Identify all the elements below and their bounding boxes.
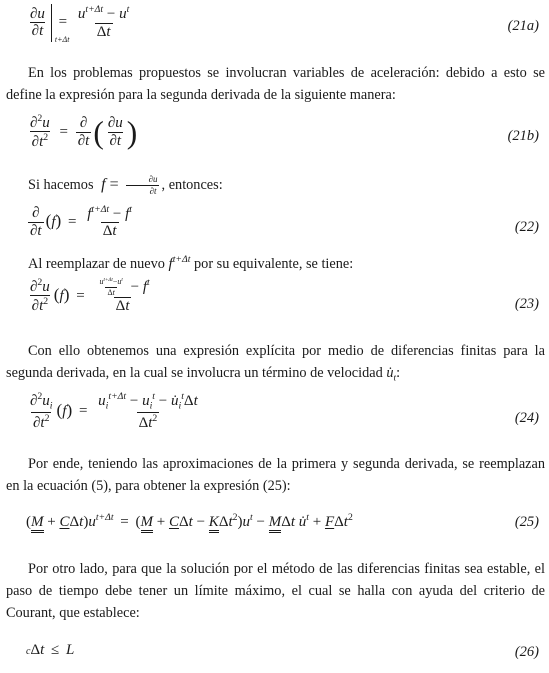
paragraph-text: Por otro lado, para que la solución por el método de las diferencias finitas sea estable, el paso de tiempo debe tener un límite máximo, el cual se halla con ayuda del criterio de Courant, que establece:	[6, 561, 545, 621]
equation-26: cΔt ≤ L (26)	[26, 642, 539, 660]
paragraph-text: Al reemplazar de nuevo	[28, 255, 165, 272]
paragraph-text: En los problemas propuestos se involucran variables de aceleración: debido a esto se define la expresión para la segunda derivada de la siguiente manera:	[6, 65, 545, 103]
du-dt-fraction: $\frac{\partial u}{\partial t}$	[30, 5, 45, 40]
paragraph-text: Con ello obtenemos una expresión explícita por medio de diferencias finitas para la segunda derivada, en la cual se involucra un término de velocidad	[6, 343, 545, 381]
paragraph-text: Si hacemos	[28, 177, 94, 193]
d-dt-fraction: $\frac{\partial}{\partial t}$	[77, 115, 90, 149]
second-derivative-fraction: $\frac{\partial^2u}{\partial t^2}$	[30, 277, 50, 315]
d-dt-fraction: $\frac{\partial}{\partial t}$	[30, 205, 42, 239]
equation-number-23: (23)	[514, 296, 539, 312]
equation-number-26: (26)	[514, 644, 539, 660]
second-derivative-fraction: $\frac{\partial^2u_i}{\partial t^2}$	[30, 391, 53, 431]
second-derivative-fraction: $\frac{\partial^2u}{\partial t^2}$	[30, 113, 50, 151]
f-difference-fraction: $\frac{f^{t+\Delta t} - f^t}{\Delta t}$	[87, 204, 132, 240]
paragraph-text: por su equivalente, se tiene:	[194, 255, 354, 272]
equation-21b: $\frac{\partial^2u}{\partial t^2}$ = $\frac{\partial}{\partial t}$ ( $\frac{\partial u}{\partial t}$ ) (21b)	[30, 113, 539, 151]
f-definition: f = $\frac{\partial u}{\partial t}$	[97, 173, 158, 196]
paragraph-replace	[6, 249, 545, 275]
paragraph-text: :	[396, 365, 401, 381]
du-dt-fraction: $\frac{\partial u}{\partial t}$	[107, 115, 123, 149]
equation-number-21b: (21b)	[507, 128, 539, 144]
paragraph-approximations	[6, 453, 545, 497]
paragraph-text: , entonces:	[161, 177, 223, 193]
paragraph-explicit	[6, 340, 545, 389]
paragraph-substitution	[6, 174, 545, 196]
forward-difference-fraction: $\frac{u^{t+\Delta t} - u^t}{\Delta t}$	[77, 4, 130, 40]
f-t-plus-dt: $f^{t+\Delta t}$	[168, 254, 191, 272]
equation-22: $\frac{\partial}{\partial t}$ (f) = $\frac{f^{t+\Delta t} - f^t}{\Delta t}$ (22)	[30, 204, 539, 240]
evaluation-bar: t+Δt	[51, 4, 52, 42]
paragraph-text: Por ende, teniendo las aproximaciones de la primera y segunda derivada, se reemplazan en la ecuación (5), para obtener la expresión (25):	[6, 456, 545, 494]
paragraph-stability	[6, 558, 545, 624]
equation-number-22: (22)	[514, 219, 539, 235]
equation-24: $\frac{\partial^2u_i}{\partial t^2}$ (f) = $\frac{u_i^{t+\Delta t} - u_i^t - u̇_i^t\Delta t}{\Delta t^2}$ (24)	[30, 391, 539, 431]
equation-23: $\frac{\partial^2u}{\partial t^2}$ (f) = $\frac{u^{t+\Delta t}-u^t}{\Delta t}$ − $f^t$ Δt (23)	[30, 277, 539, 315]
nested-difference-fraction: $\frac{u^{t+\Delta t}-u^t}{\Delta t}$ − $f^t$ Δt	[99, 277, 150, 315]
equation-25: $(M + C\Delta t)u^{t+\Delta t} = (M + C\Delta t - K\Delta t^2)u^t - M\Delta t$ u̇$^t$ + FΔt$^2$ (25)	[26, 512, 543, 538]
equation-21a: $\frac{\partial u}{\partial t}$ t+Δt = $\frac{u^{t+\Delta t} - u^t}{\Delta t}$ (21a)	[30, 4, 539, 44]
velocity-symbol: $u̇_t$	[386, 365, 397, 384]
velocity-difference-fraction: $\frac{u_i^{t+\Delta t} - u_i^t - u̇_i^t\Delta t}{\Delta t^2}$	[98, 391, 198, 431]
equation-number-24: (24)	[514, 410, 539, 426]
paragraph-acceleration	[6, 62, 545, 106]
equation-number-21a: (21a)	[507, 18, 539, 34]
equation-number-25: (25)	[514, 514, 539, 530]
